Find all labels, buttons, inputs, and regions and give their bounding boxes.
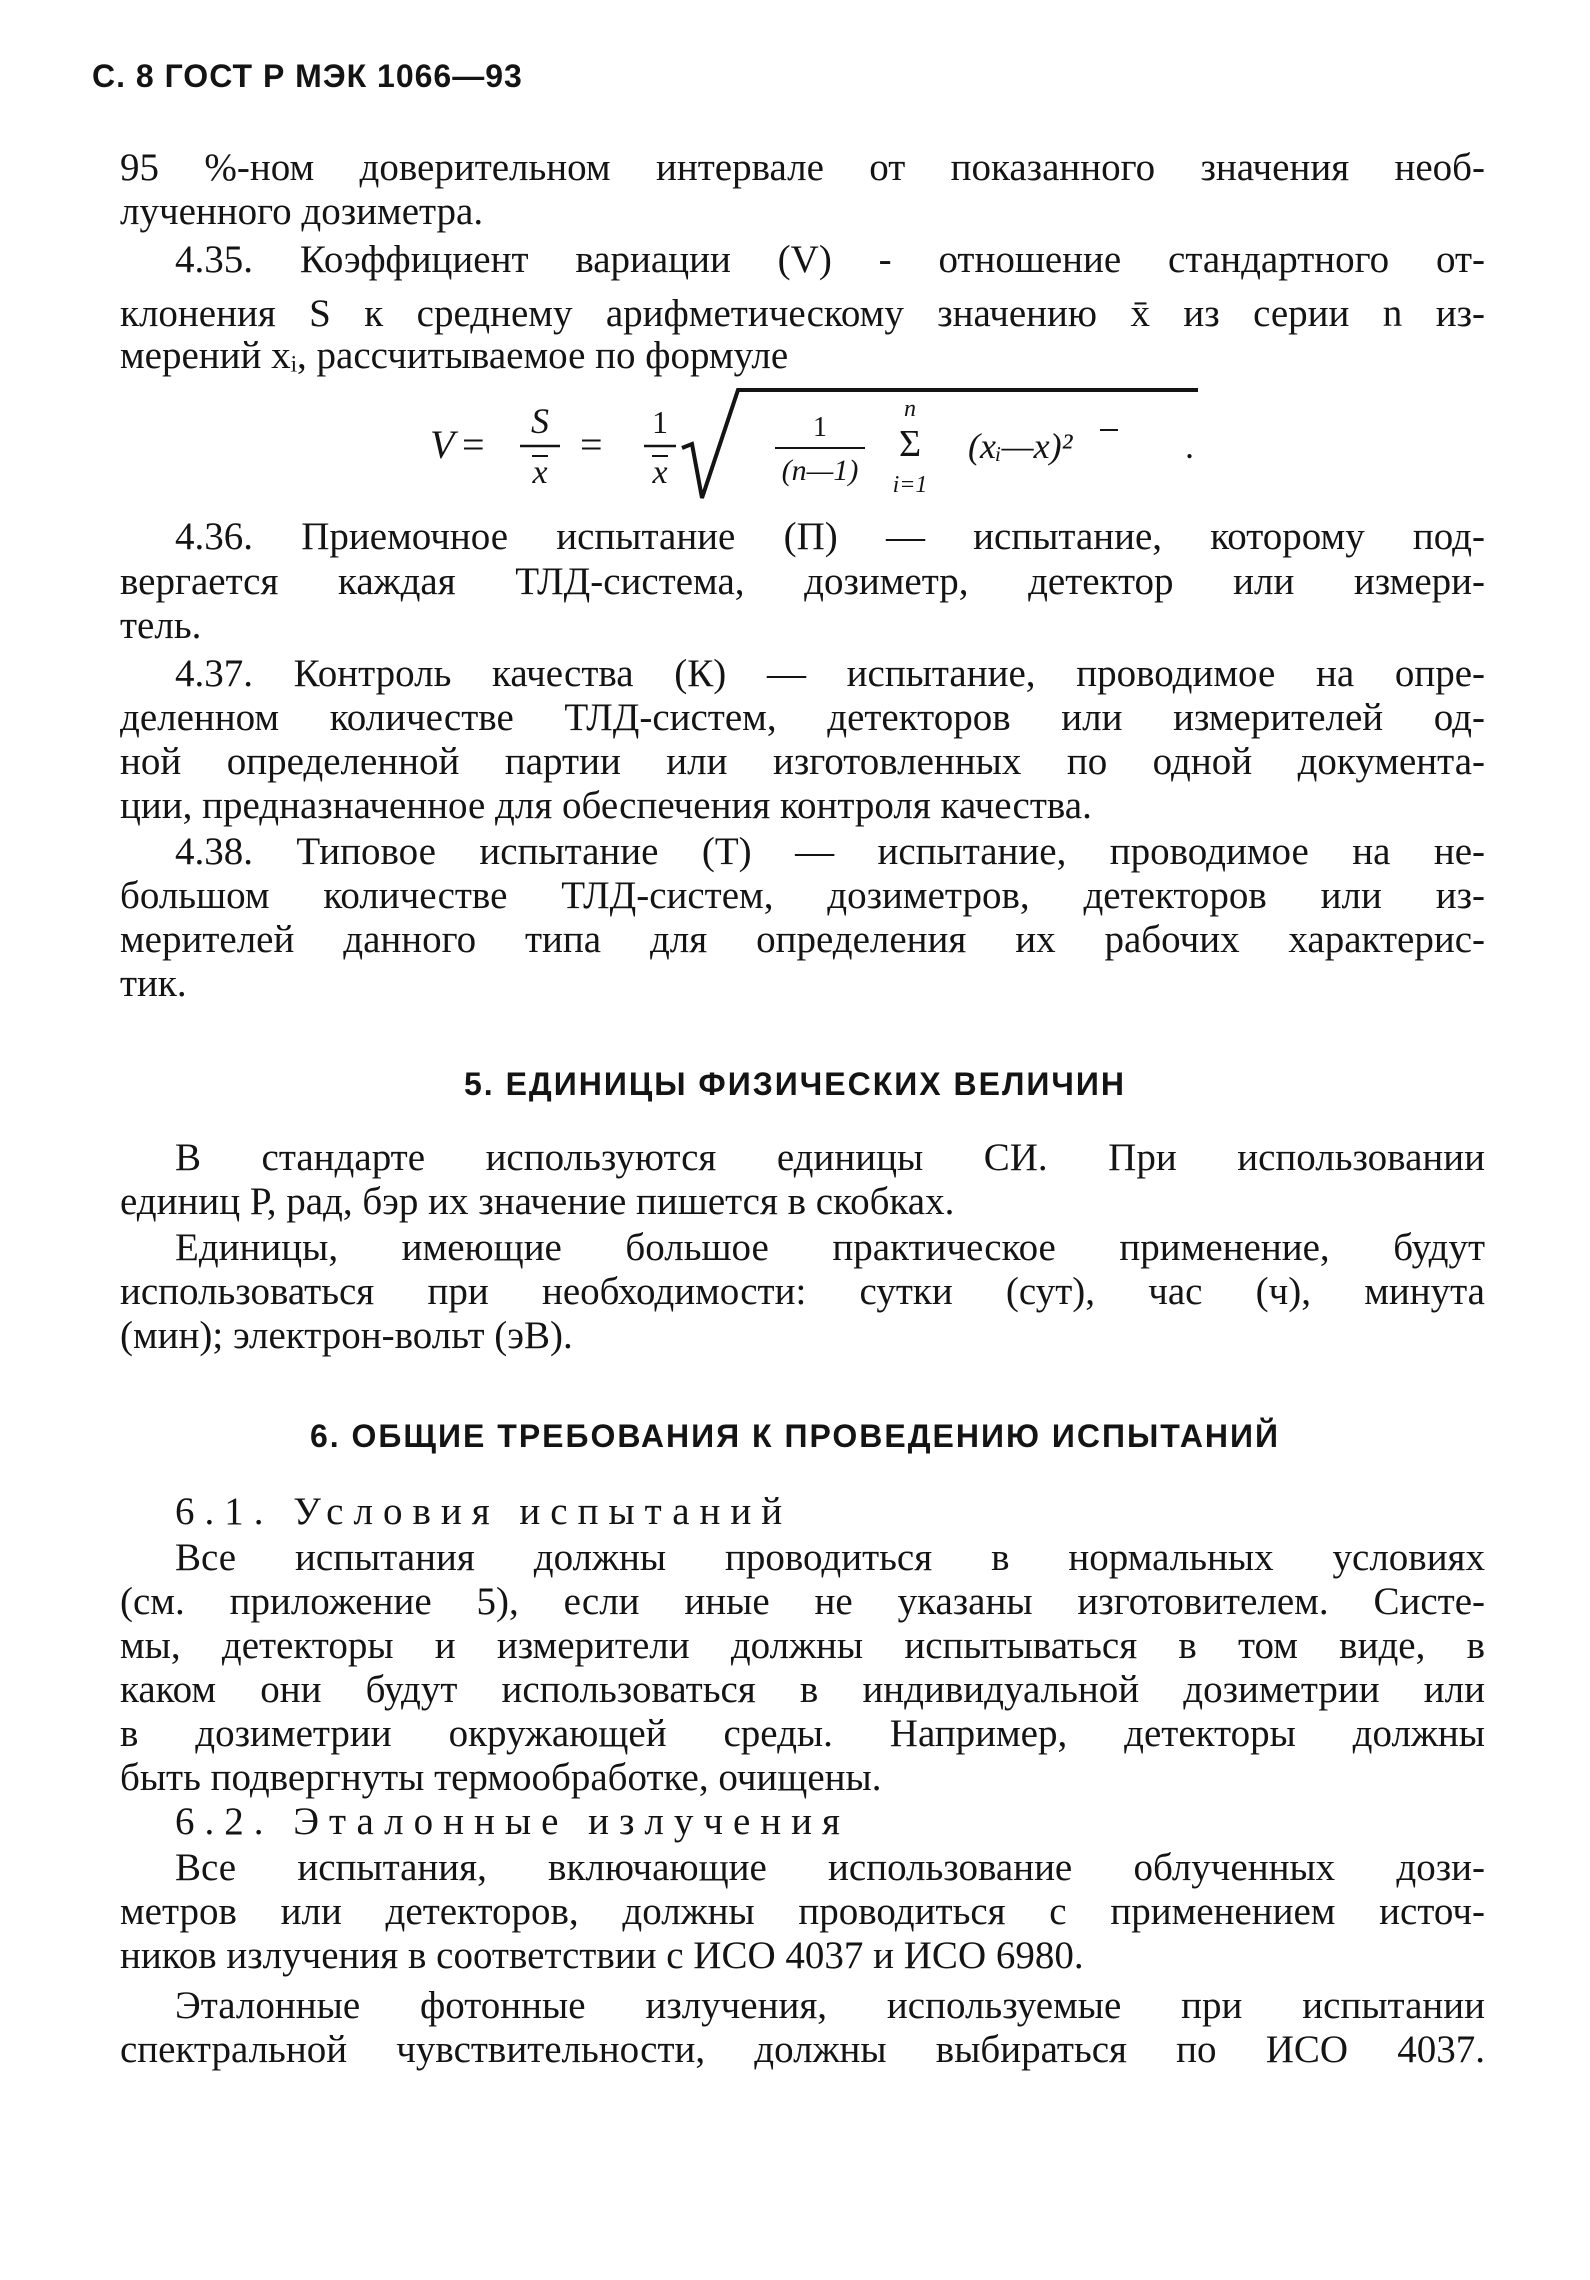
text-line: 4.38. Типовое испытание (Т) — испытание, проводимое на не- — [175, 830, 1485, 873]
formula-sum-bot: i=1 — [892, 472, 928, 498]
text-line: Эталонные фотонные излучения, используемые при испытании — [175, 1984, 1485, 2027]
text-line: 4.35. Коэффициент вариации (V) - отношение стандартного от- — [175, 238, 1485, 281]
text-line: использоваться при необходимости: сутки (сут), час (ч), минута — [120, 1270, 1485, 1313]
formula-eq1: = — [462, 422, 485, 467]
formula-lhs: V — [430, 422, 455, 467]
text-line: 95 %-ном доверительном интервале от показанного значения необ- — [120, 146, 1485, 189]
variation-coefficient-formula — [420, 378, 1200, 518]
formula-eq2: = — [580, 422, 603, 467]
formula-sum-sym: Σ — [898, 423, 922, 465]
text-line: В стандарте используются единицы СИ. При использовании — [175, 1136, 1485, 1179]
formula-dot: . — [1185, 426, 1194, 466]
text-line: мерений xᵢ, рассчитываемое по формуле — [120, 334, 789, 377]
page-header: С. 8 ГОСТ Р МЭК 1066—93 — [92, 58, 523, 94]
text-line: вергается каждая ТЛД-система, дозиметр, детектор или измери- — [120, 560, 1485, 603]
section-heading: 6. ОБЩИЕ ТРЕБОВАНИЯ К ПРОВЕДЕНИЮ ИСПЫТАНИЙ — [309, 1418, 1281, 1454]
text-line: ной определенной партии или изготовленных по одной документа- — [120, 740, 1485, 783]
formula-num1: S — [531, 401, 549, 441]
text-line: мы, детекторы и измерители должны испытываться в том виде, в — [120, 1624, 1485, 1667]
text-line: каком они будут использоваться в индивидуальной дозиметрии или — [120, 1668, 1485, 1711]
text-line: (мин); электрон-вольт (эВ). — [120, 1314, 573, 1357]
text-line: тик. — [120, 962, 187, 1005]
text-line: 4.36. Приемочное испытание (П) — испытание, которому под- — [175, 515, 1485, 558]
text-line: в дозиметрии окружающей среды. Например, детекторы должны — [120, 1712, 1485, 1755]
text-line: единиц Р, рад, бэр их значение пишется в скобках. — [120, 1180, 955, 1223]
text-line: Единицы, имеющие большое практическое применение, будут — [175, 1226, 1485, 1269]
text-line: быть подвергнуты термообработке, очищены. — [120, 1756, 882, 1799]
formula-term: (xᵢ—x)² — [968, 426, 1073, 466]
text-line: мерителей данного типа для определения их рабочих характерис- — [120, 918, 1485, 961]
formula-inner-den: (n—1) — [781, 454, 859, 487]
text-line: (см. приложение 5), если иные не указаны изготовителем. Систе- — [120, 1580, 1485, 1623]
text-line: клонения S к среднему арифметическому значению x̄ из серии n из- — [120, 292, 1485, 335]
text-line: деленном количестве ТЛД-систем, детекторов или измерителей од- — [120, 696, 1485, 739]
formula-num2: 1 — [652, 404, 668, 440]
radical-sign — [682, 390, 1198, 498]
text-line: большом количестве ТЛД-систем, дозиметров, детекторов или из- — [120, 874, 1485, 917]
subsection-heading: 6.1. Условия испытаний — [175, 1490, 793, 1533]
section-heading: 5. ЕДИНИЦЫ ФИЗИЧЕСКИХ ВЕЛИЧИН — [464, 1066, 1126, 1102]
formula-den1: x — [532, 454, 548, 491]
formula-den2: x — [652, 454, 668, 491]
formula-sum-top: n — [904, 396, 916, 422]
text-line: Все испытания должны проводиться в нормальных условиях — [175, 1536, 1485, 1579]
text-line: спектральной чувствительности, должны выбираться по ИСО 4037. — [120, 2028, 1485, 2071]
subsection-heading: 6.2. Эталонные излучения — [175, 1800, 850, 1843]
formula-inner-num: 1 — [813, 412, 827, 443]
text-line: лученного дозиметра. — [120, 190, 484, 233]
text-line: ников излучения в соответствии с ИСО 4037 и ИСО 6980. — [120, 1934, 1084, 1977]
text-line: ции, предназначенное для обеспечения контроля качества. — [120, 784, 1092, 827]
text-line: тель. — [120, 604, 202, 647]
text-line: метров или детекторов, должны проводиться с применением источ- — [120, 1890, 1485, 1933]
text-line: Все испытания, включающие использование облученных дози- — [175, 1846, 1485, 1889]
text-line: 4.37. Контроль качества (К) — испытание, проводимое на опре- — [175, 652, 1485, 695]
